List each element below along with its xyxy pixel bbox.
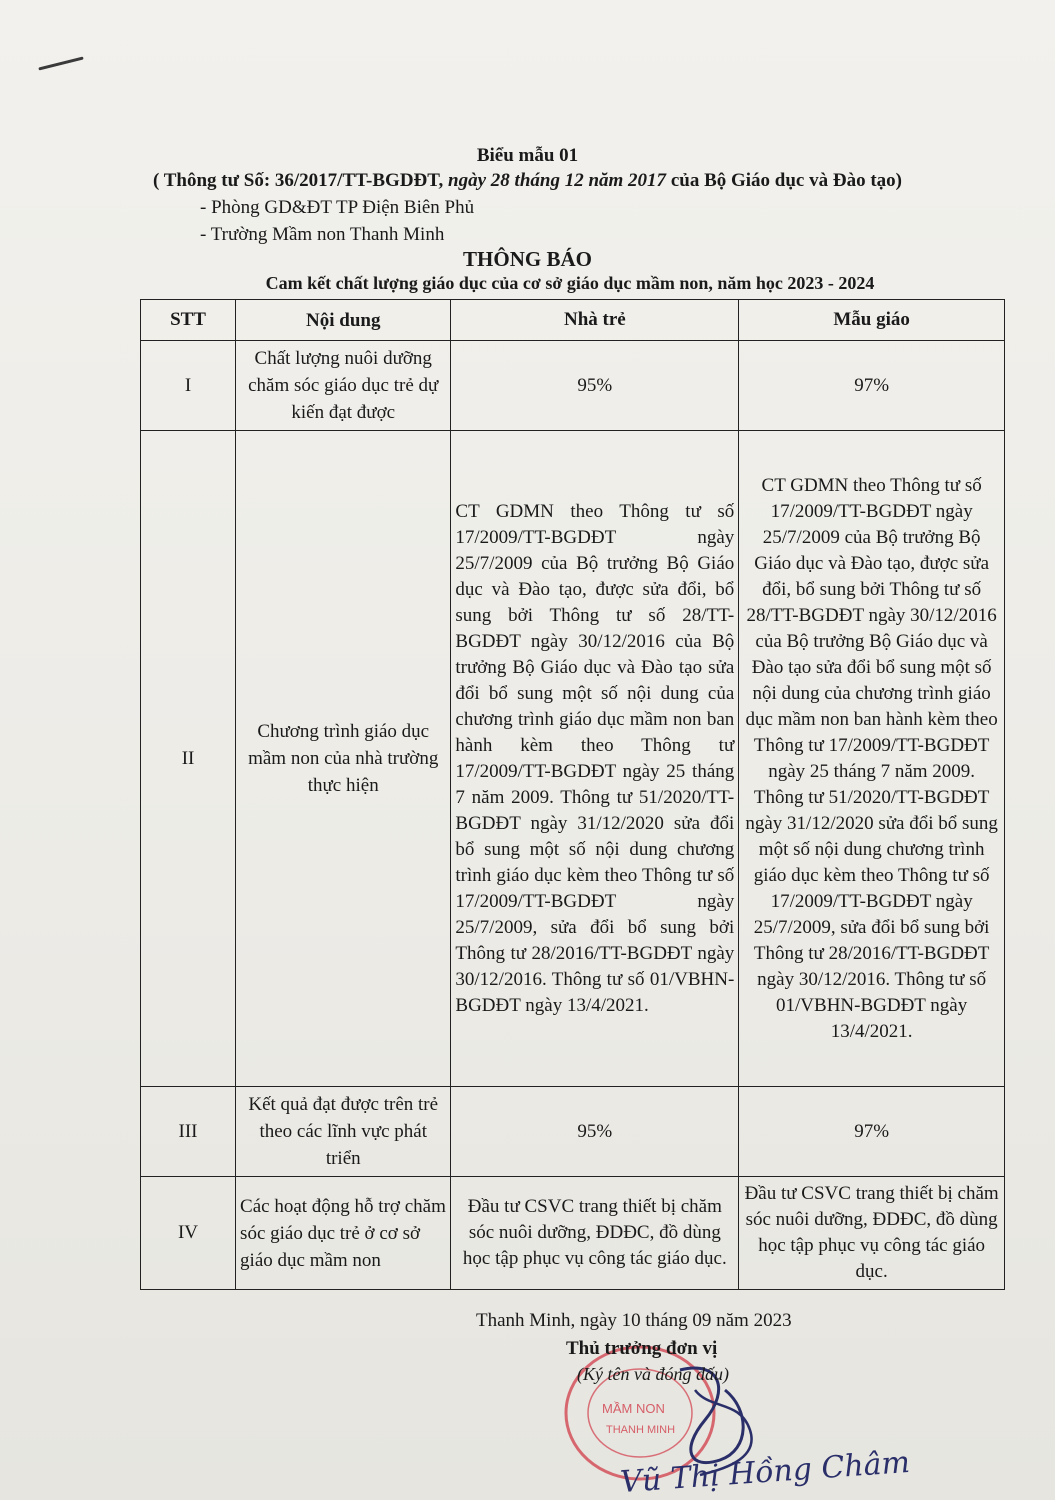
- circular-date: ngày 28 tháng 12 năm 2017: [448, 170, 667, 191]
- row-mau-giao: 97%: [739, 341, 1005, 431]
- row-nha-tre: CT GDMN theo Thông tư số 17/2009/TT-BGDĐT ngày 25/7/2009 của Bộ trưởng Bộ Giáo dục và Đào tạo, được sửa đổi, bổ sung bởi Thông tư số 28/TT-BGDĐT ngày 30/12/2016 của Bộ trưởng Bộ Giáo dục và Đào tạo sửa đổi bổ sung một số nội dung của chương trình giáo dục mầm non ban hành kèm theo Thông tư 17/2009/TT-BGDĐT ngày 25 tháng 7 năm 2009. Thông tư 51/2020/TT-BGDĐT ngày 31/12/2020 sửa đổi bổ sung một số nội dung chương trình giáo dục kèm theo Thông tư số 17/2009/TT-BGDĐT ngày 25/7/2009, sửa đổi bổ sung bởi Thông tư 28/2016/TT-BGDĐT ngày 30/12/2016. Thông tư số 01/VBHN-BGDĐT ngày 13/4/2021.: [451, 431, 739, 1087]
- department-line: - Phòng GD&ĐT TP Điện Biên Phủ: [200, 197, 475, 218]
- row-stt: II: [141, 431, 236, 1087]
- row-mau-giao: 97%: [739, 1087, 1005, 1177]
- svg-text:THANH MINH: THANH MINH: [606, 1424, 676, 1436]
- row-nha-tre: 95%: [451, 1087, 739, 1177]
- row-nha-tre: 95%: [451, 341, 739, 431]
- header-stt: STT: [141, 300, 236, 341]
- row-content: Chất lượng nuôi dưỡng chăm sóc giáo dục trẻ dự kiến đạt được: [236, 341, 451, 431]
- header-mau-giao: Mẫu giáo: [739, 300, 1005, 341]
- row-stt: I: [141, 341, 236, 431]
- signer-role: Thủ trưởng đơn vị: [566, 1338, 718, 1359]
- circular-issuer: của Bộ Giáo dục và Đào tạo): [670, 170, 902, 191]
- form-title: Biểu mẫu 01: [476, 145, 579, 166]
- svg-text:MẦM NON: MẦM NON: [602, 1401, 665, 1416]
- row-mau-giao: CT GDMN theo Thông tư số 17/2009/TT-BGDĐT ngày 25/7/2009 của Bộ trưởng Bộ Giáo dục và Đào tạo, được sửa đổi, bổ sung bởi Thông tư số 28/TT-BGDĐT ngày 30/12/2016 của Bộ trưởng Bộ Giáo dục và Đào tạo sửa đổi bổ sung một số nội dung của chương trình giáo dục mầm non ban hành kèm theo Thông tư 17/2009/TT-BGDĐT ngày 25 tháng 7 năm 2009. Thông tư 51/2020/TT-BGDĐT ngày 31/12/2020 sửa đổi bổ sung một số nội dung chương trình giáo dục kèm theo Thông tư số 17/2009/TT-BGDĐT ngày 25/7/2009, sửa đổi bổ sung bởi Thông tư 28/2016/TT-BGDĐT ngày 30/12/2016. Thông tư số 01/VBHN-BGDĐT ngày 13/4/2021.: [739, 431, 1005, 1087]
- circular-number: ( Thông tư Số: 36/2017/TT-BGDĐT,: [152, 170, 444, 191]
- header-content: Nội dung: [236, 300, 451, 341]
- pen-mark: [38, 56, 83, 70]
- circular-reference: [0, 170, 1055, 192]
- table-row: [141, 431, 1005, 1087]
- table-row: [141, 341, 1005, 431]
- signer-name: Vũ Thị Hồng Châm: [619, 1444, 912, 1500]
- row-stt: IV: [141, 1177, 236, 1290]
- row-content: Các hoạt động hỗ trợ chăm sóc giáo dục trẻ ở cơ sở giáo dục mầm non: [236, 1177, 451, 1290]
- row-content: Chương trình giáo dục mầm non của nhà trường thực hiện: [236, 431, 451, 1087]
- table-row: [141, 1087, 1005, 1177]
- place-date: Thanh Minh, ngày 10 tháng 09 năm 2023: [476, 1310, 792, 1331]
- school-line: - Trường Mầm non Thanh Minh: [200, 224, 445, 245]
- table-header-row: [141, 300, 1005, 341]
- row-nha-tre: Đầu tư CSVC trang thiết bị chăm sóc nuôi dưỡng, ĐDĐC, đồ dùng học tập phục vụ công tác giáo dục.: [451, 1177, 739, 1290]
- signature-note: (Ký tên và đóng dấu): [577, 1364, 729, 1384]
- notice-subtitle: Cam kết chất lượng giáo dục của cơ sở giáo dục mầm non, năm học 2023 - 2024: [265, 273, 875, 293]
- row-content: Kết quả đạt được trên trẻ theo các lĩnh vực phát triển: [236, 1087, 451, 1177]
- row-mau-giao: Đầu tư CSVC trang thiết bị chăm sóc nuôi dưỡng, ĐDĐC, đồ dùng học tập phục vụ công tác giáo dục.: [739, 1177, 1005, 1290]
- quality-commitment-table: [140, 299, 1005, 1290]
- table-row: [141, 1177, 1005, 1290]
- header-nha-tre: Nhà trẻ: [451, 300, 739, 341]
- row-stt: III: [141, 1087, 236, 1177]
- notice-title: THÔNG BÁO: [463, 247, 592, 271]
